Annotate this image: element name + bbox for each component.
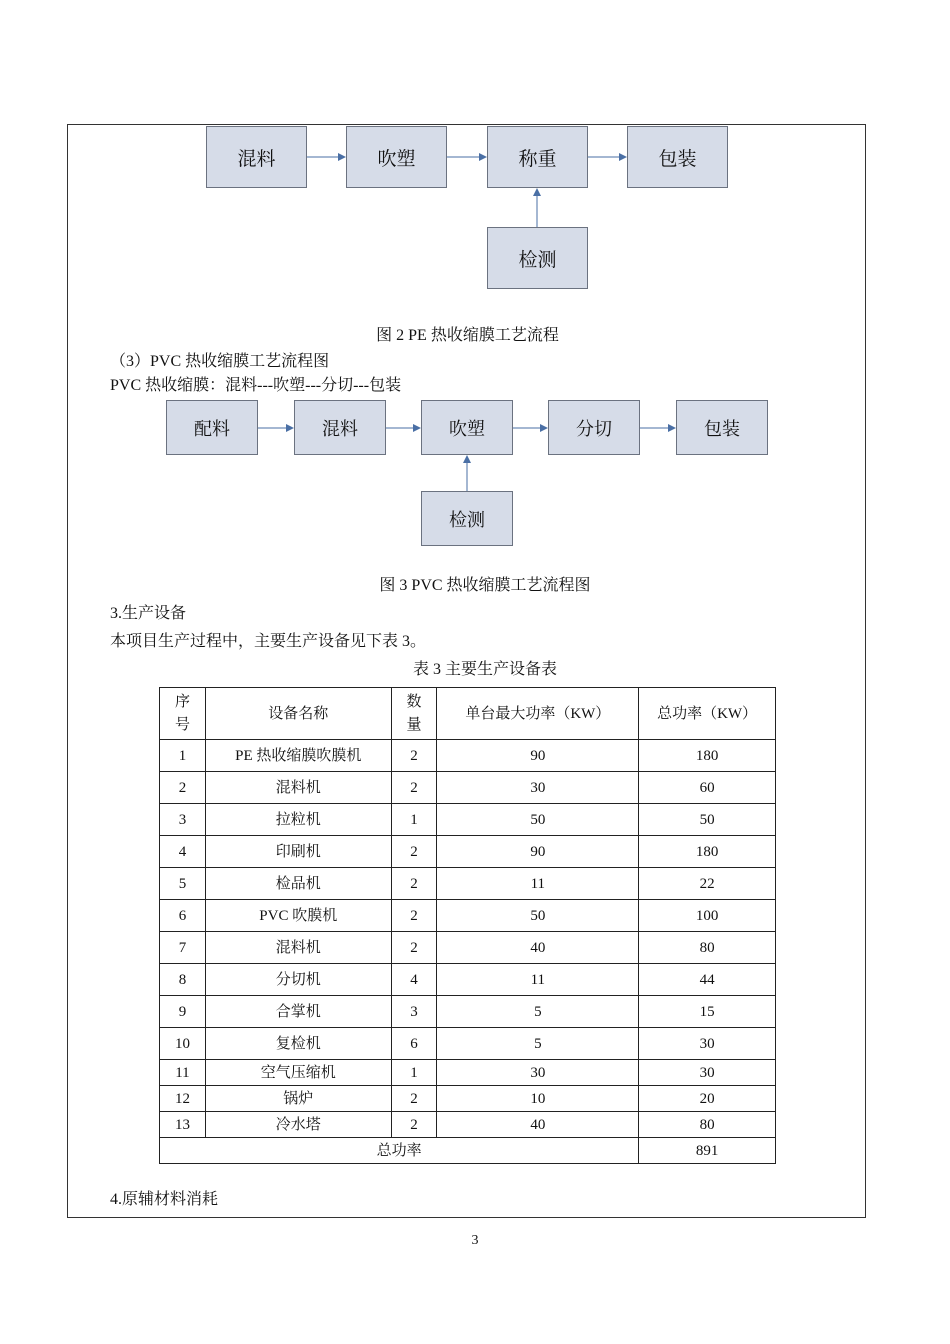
fig3-box-inspection: 检测 (421, 491, 513, 546)
cell-quantity: 1 (391, 804, 437, 836)
header-index: 序号 (160, 688, 206, 740)
cell-unit-power: 90 (437, 836, 639, 868)
fig3-box-mixing: 混料 (294, 400, 386, 455)
cell-total-power: 180 (639, 836, 776, 868)
cell-quantity: 1 (391, 1060, 437, 1086)
cell-unit-power: 50 (437, 900, 639, 932)
cell-name: PE 热收缩膜吹膜机 (205, 740, 391, 772)
fig2-box-blowing: 吹塑 (346, 126, 447, 188)
cell-unit-power: 30 (437, 772, 639, 804)
fig2-box-weighing: 称重 (487, 126, 588, 188)
table-row (160, 836, 776, 868)
header-total-power: 总功率（KW） (639, 688, 776, 740)
cell-quantity: 2 (391, 1112, 437, 1138)
table-row (160, 932, 776, 964)
total-value: 891 (639, 1138, 776, 1164)
cell-quantity: 2 (391, 772, 437, 804)
cell-total-power: 80 (639, 932, 776, 964)
cell-total-power: 20 (639, 1086, 776, 1112)
cell-unit-power: 5 (437, 1028, 639, 1060)
cell-name: 复检机 (205, 1028, 391, 1060)
cell-name: 印刷机 (205, 836, 391, 868)
fig3-box-batching: 配料 (166, 400, 258, 455)
cell-unit-power: 40 (437, 932, 639, 964)
cell-name: 锅炉 (205, 1086, 391, 1112)
cell-unit-power: 90 (437, 740, 639, 772)
cell-total-power: 30 (639, 1028, 776, 1060)
cell-quantity: 2 (391, 1086, 437, 1112)
cell-index: 10 (160, 1028, 206, 1060)
header-quantity: 数量 (391, 688, 437, 740)
cell-quantity: 2 (391, 868, 437, 900)
cell-total-power: 80 (639, 1112, 776, 1138)
table-row (160, 868, 776, 900)
fig3-caption: 图 3 PVC 热收缩膜工艺流程图 (379, 577, 591, 594)
cell-index: 5 (160, 868, 206, 900)
cell-total-power: 30 (639, 1060, 776, 1086)
cell-index: 6 (160, 900, 206, 932)
table-row (160, 740, 776, 772)
fig3-box-blowing: 吹塑 (421, 400, 513, 455)
cell-index: 3 (160, 804, 206, 836)
cell-name: PVC 吹膜机 (205, 900, 391, 932)
page-number: 3 (471, 1233, 479, 1248)
cell-unit-power: 40 (437, 1112, 639, 1138)
table-row (160, 772, 776, 804)
table-row (160, 964, 776, 996)
equipment-intro: 本项目生产过程中，主要生产设备见下表 3。 (110, 633, 427, 650)
cell-index: 8 (160, 964, 206, 996)
header-unit-power: 单台最大功率（KW） (437, 688, 639, 740)
cell-index: 12 (160, 1086, 206, 1112)
cell-total-power: 22 (639, 868, 776, 900)
cell-total-power: 44 (639, 964, 776, 996)
cell-index: 7 (160, 932, 206, 964)
cell-index: 2 (160, 772, 206, 804)
cell-index: 4 (160, 836, 206, 868)
cell-quantity: 2 (391, 740, 437, 772)
total-label: 总功率 (160, 1138, 639, 1164)
cell-total-power: 50 (639, 804, 776, 836)
table-header-row (160, 688, 776, 740)
cell-name: 混料机 (205, 932, 391, 964)
cell-index: 9 (160, 996, 206, 1028)
fig2-caption: 图 2 PE 热收缩膜工艺流程 (376, 327, 559, 344)
table-row (160, 996, 776, 1028)
section3-title: （3）PVC 热收缩膜工艺流程图 (110, 353, 330, 370)
heading-materials: 4.原辅材料消耗 (110, 1191, 219, 1208)
cell-unit-power: 5 (437, 996, 639, 1028)
cell-index: 1 (160, 740, 206, 772)
table-caption: 表 3 主要生产设备表 (412, 661, 557, 678)
cell-quantity: 6 (391, 1028, 437, 1060)
table-row (160, 1112, 776, 1138)
fig2-box-inspection: 检测 (487, 227, 588, 289)
fig3-box-slitting: 分切 (548, 400, 640, 455)
cell-total-power: 15 (639, 996, 776, 1028)
cell-name: 检品机 (205, 868, 391, 900)
cell-name: 混料机 (205, 772, 391, 804)
cell-index: 13 (160, 1112, 206, 1138)
cell-quantity: 4 (391, 964, 437, 996)
cell-unit-power: 11 (437, 868, 639, 900)
table-row (160, 804, 776, 836)
table-row (160, 1086, 776, 1112)
cell-unit-power: 50 (437, 804, 639, 836)
cell-quantity: 2 (391, 900, 437, 932)
cell-name: 分切机 (205, 964, 391, 996)
cell-quantity: 2 (391, 836, 437, 868)
fig2-box-packing: 包装 (627, 126, 728, 188)
header-name: 设备名称 (205, 688, 391, 740)
cell-quantity: 2 (391, 932, 437, 964)
cell-total-power: 180 (639, 740, 776, 772)
table-total-row (160, 1138, 776, 1164)
cell-unit-power: 30 (437, 1060, 639, 1086)
table-row (160, 1028, 776, 1060)
fig2-box-mixing: 混料 (206, 126, 307, 188)
cell-unit-power: 11 (437, 964, 639, 996)
cell-name: 合掌机 (205, 996, 391, 1028)
cell-total-power: 60 (639, 772, 776, 804)
equipment-table (159, 687, 776, 1164)
cell-name: 空气压缩机 (205, 1060, 391, 1086)
table-row (160, 900, 776, 932)
fig3-box-packing: 包装 (676, 400, 768, 455)
pvc-process-line: PVC 热收缩膜：混料---吹塑---分切---包装 (110, 377, 402, 394)
cell-name: 冷水塔 (205, 1112, 391, 1138)
cell-total-power: 100 (639, 900, 776, 932)
cell-index: 11 (160, 1060, 206, 1086)
cell-quantity: 3 (391, 996, 437, 1028)
cell-name: 拉粒机 (205, 804, 391, 836)
cell-unit-power: 10 (437, 1086, 639, 1112)
table-row (160, 1060, 776, 1086)
heading-equipment: 3.生产设备 (110, 605, 187, 622)
